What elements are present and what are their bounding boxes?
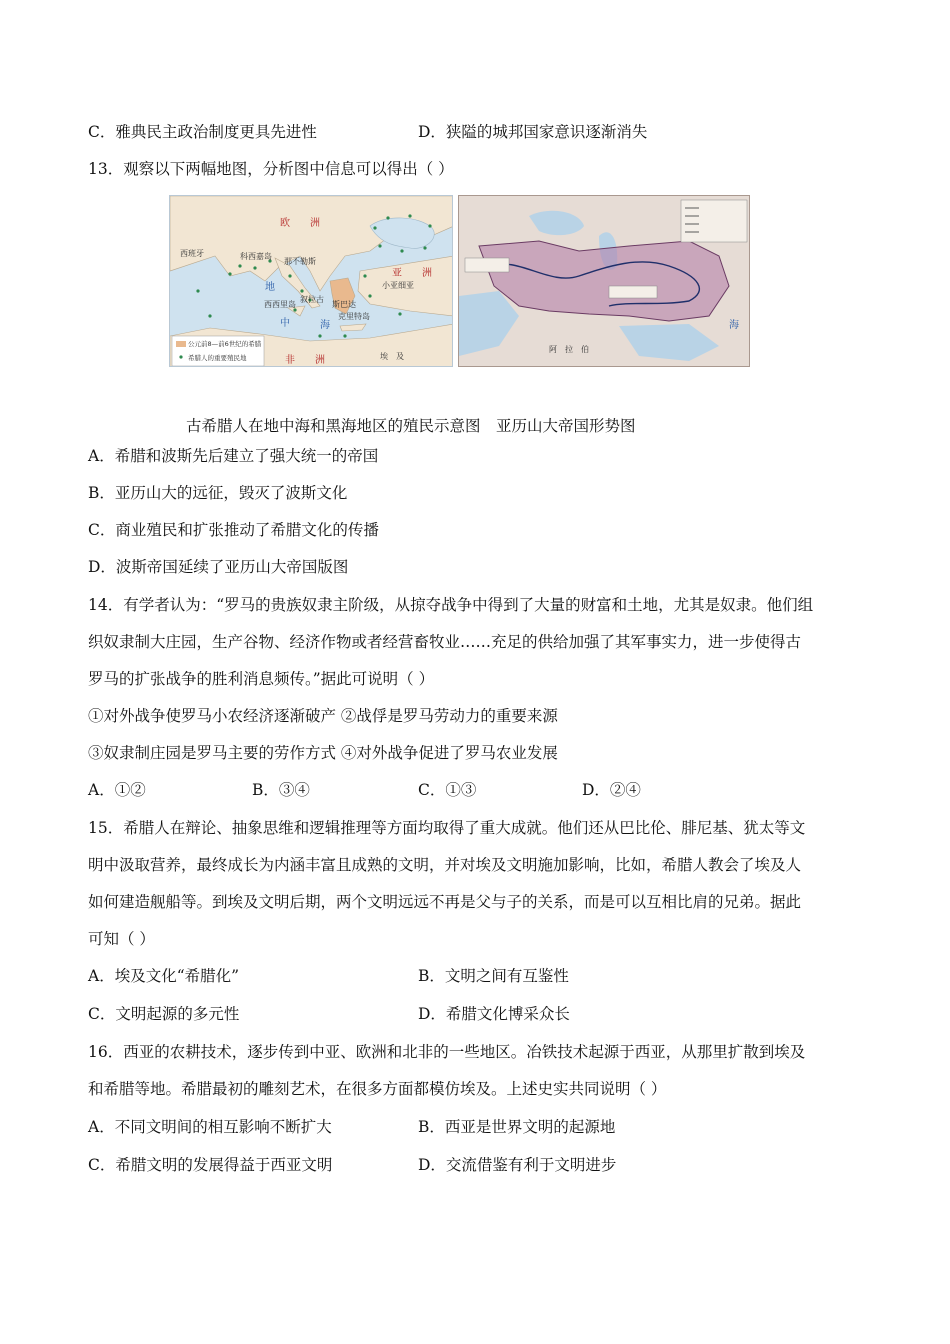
map1-label-sparta: 斯巴达 <box>332 300 356 309</box>
q16-option-c[interactable]: C．希腊文明的发展得益于西亚文明 <box>88 1156 333 1174</box>
q12-option-c[interactable]: C．雅典民主政治制度更具先进性 <box>88 123 317 141</box>
q15-stem-line-3: 如何建造舰船等。到埃及文明后期，两个文明远远不再是父与子的关系，而是可以互相比肩的兄弟。据此 <box>88 893 802 911</box>
greek-colonization-map <box>169 195 453 367</box>
q13-option-b[interactable]: B．亚历山大的远征，毁灭了波斯文化 <box>88 484 348 502</box>
q16-options-row-2 <box>0 1155 950 1175</box>
q16-option-d[interactable]: D．交流借鉴有利于文明进步 <box>418 1156 617 1174</box>
q14-option-c[interactable]: C．①③ <box>418 781 477 799</box>
map1-label-asia: 亚 洲 <box>392 268 432 279</box>
alexander-empire-map <box>458 195 750 367</box>
q15-option-a[interactable]: A．埃及文化“希腊化” <box>88 967 240 985</box>
map1-label-asia-minor: 小亚细亚 <box>382 281 414 290</box>
map1-label-syracuse: 叙拉古 <box>300 295 324 304</box>
map1-label-egypt: 埃 及 <box>380 352 404 361</box>
map2-label-sea: 海 <box>729 320 739 331</box>
q13-map-captions <box>186 414 636 436</box>
q13-option-c[interactable]: C．商业殖民和扩张推动了希腊文化的传播 <box>88 521 379 539</box>
q15-options-row-1 <box>0 966 950 986</box>
q14-options-row <box>0 780 950 800</box>
q15-stem-line-4: 可知（ ） <box>88 930 155 948</box>
q16-stem-line-2: 和希腊等地。希腊最初的雕刻艺术，在很多方面都模仿埃及。上述史实共同说明（ ） <box>88 1080 667 1098</box>
q15-options-row-2 <box>0 1004 950 1024</box>
map1-label-crete: 克里特岛 <box>338 312 370 321</box>
map1-label-spain: 西班牙 <box>180 249 204 258</box>
q14-stem-line-1: 14．有学者认为：“罗马的贵族奴隶主阶级，从掠夺战争中得到了大量的财富和土地，尤其是奴隶。他们组 <box>88 596 814 614</box>
q13-option-a[interactable]: A．希腊和波斯先后建立了强大统一的帝国 <box>88 447 379 465</box>
q14-stem-line-2: 织奴隶制大庄园，生产谷物、经济作物或者经营畜牧业……充足的供给加强了其军事实力，进一步使得古 <box>88 633 802 651</box>
q13-stem: 13．观察以下两幅地图，分析图中信息可以得出（ ） <box>88 160 454 178</box>
map1-legend-colonies: 希腊人的重要殖民地 <box>188 354 247 362</box>
map1-legend-greece: 公元前8—前6世纪的希腊 <box>188 340 262 348</box>
q13-option-d[interactable]: D．波斯帝国延续了亚历山大帝国版图 <box>88 558 349 576</box>
q13-caption-left: 古希腊人在地中海和黑海地区的殖民示意图 <box>186 417 481 435</box>
q14-option-a[interactable]: A．①② <box>88 781 146 799</box>
alexander-empire-map-graphic <box>459 196 750 367</box>
map1-label-sea-2: 中 <box>280 318 290 329</box>
q14-option-b[interactable]: B．③④ <box>252 781 310 799</box>
map1-label-naples: 那不勒斯 <box>284 257 316 266</box>
q13-maps <box>169 195 751 367</box>
q14-option-d[interactable]: D．②④ <box>582 781 641 799</box>
q12-option-d[interactable]: D．狭隘的城邦国家意识逐渐消失 <box>418 123 648 141</box>
q16-option-a[interactable]: A．不同文明间的相互影响不断扩大 <box>88 1118 332 1136</box>
q16-option-b[interactable]: B．西亚是世界文明的起源地 <box>418 1118 616 1136</box>
map1-label-africa: 非 洲 <box>285 355 325 366</box>
map2-label-arabia: 阿 拉 伯 <box>549 345 589 354</box>
q12-options-row <box>0 122 950 142</box>
q15-option-b[interactable]: B．文明之间有互鉴性 <box>418 967 569 985</box>
map1-label-sea-3: 海 <box>320 320 330 331</box>
map1-label-europe: 欧 洲 <box>280 218 320 229</box>
map1-label-corsica: 科西嘉岛 <box>240 252 272 261</box>
q14-stem-line-3: 罗马的扩张战争的胜利消息频传。”据此可说明（ ） <box>88 670 435 688</box>
q15-stem-line-2: 明中汲取营养，最终成长为内涵丰富且成熟的文明，并对埃及文明施加影响，比如，希腊人教会了埃及人 <box>88 856 802 874</box>
q14-items-3-4: ③奴隶制庄园是罗马主要的劳作方式 ④对外战争促进了罗马农业发展 <box>88 744 558 762</box>
map1-label-sicily: 西西里岛 <box>264 300 296 309</box>
q16-stem-line-1: 16．西亚的农耕技术，逐步传到中亚、欧洲和北非的一些地区。冶铁技术起源于西亚，从那里扩散到埃及 <box>88 1043 806 1061</box>
q16-options-row-1 <box>0 1117 950 1137</box>
q13-caption-right: 亚历山大帝国形势图 <box>496 417 636 435</box>
q15-option-c[interactable]: C．文明起源的多元性 <box>88 1005 240 1023</box>
q14-items-1-2: ①对外战争使罗马小农经济逐渐破产 ②战俘是罗马劳动力的重要来源 <box>88 707 558 725</box>
q15-option-d[interactable]: D．希腊文化博采众长 <box>418 1005 570 1023</box>
q15-stem-line-1: 15．希腊人在辩论、抽象思维和逻辑推理等方面均取得了重大成就。他们还从巴比伦、腓尼基、犹太等文 <box>88 819 806 837</box>
map1-label-sea-1: 地 <box>265 282 275 293</box>
